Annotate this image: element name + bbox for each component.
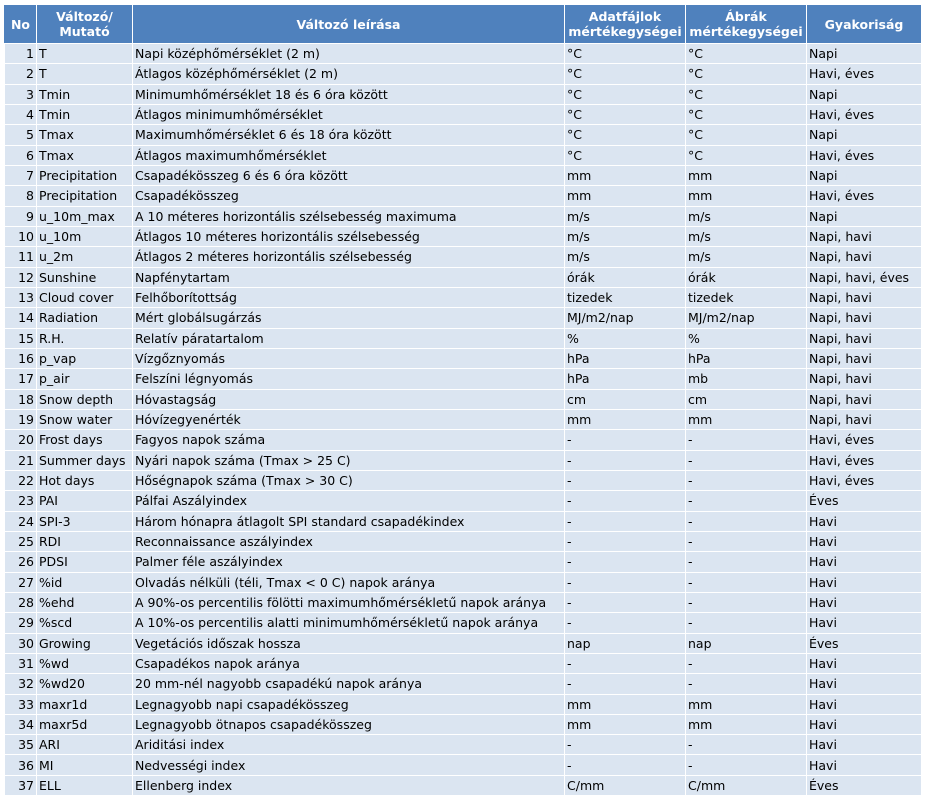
cell-file-units: - (565, 511, 686, 531)
cell-variable: Snow water (37, 409, 133, 429)
cell-figure-units: - (686, 552, 807, 572)
cell-figure-units: - (686, 511, 807, 531)
cell-no: 17 (5, 369, 37, 389)
cell-description: Nedvességi index (133, 755, 565, 775)
cell-description: Átlagos minimumhőmérséklet (133, 104, 565, 124)
cell-file-units: - (565, 735, 686, 755)
cell-frequency: Napi, havi (807, 287, 922, 307)
cell-variable: Summer days (37, 450, 133, 470)
cell-description: Pálfai Aszályindex (133, 491, 565, 511)
cell-description: Legnagyobb napi csapadékösszeg (133, 694, 565, 714)
table-row (5, 613, 922, 633)
cell-variable: Precipitation (37, 165, 133, 185)
cell-frequency: Napi, havi (807, 369, 922, 389)
cell-figure-units: cm (686, 389, 807, 409)
cell-figure-units: nap (686, 633, 807, 653)
cell-no: 25 (5, 531, 37, 551)
cell-description: Átlagos maximumhőmérséklet (133, 145, 565, 165)
cell-variable: ARI (37, 735, 133, 755)
cell-file-units: - (565, 674, 686, 694)
cell-description: Felszíni légnyomás (133, 369, 565, 389)
cell-file-units: mm (565, 409, 686, 429)
table-row (5, 694, 922, 714)
cell-figure-units: - (686, 470, 807, 490)
cell-frequency: Havi (807, 653, 922, 673)
table-row (5, 470, 922, 490)
cell-figure-units: °C (686, 104, 807, 124)
cell-frequency: Éves (807, 633, 922, 653)
cell-variable: PAI (37, 491, 133, 511)
cell-description: Átlagos középhőmérséklet (2 m) (133, 64, 565, 84)
cell-figure-units: - (686, 592, 807, 612)
cell-figure-units: órák (686, 267, 807, 287)
cell-no: 6 (5, 145, 37, 165)
cell-description: Csapadékos napok aránya (133, 653, 565, 673)
cell-description: Vízgőznyomás (133, 348, 565, 368)
cell-no: 13 (5, 287, 37, 307)
cell-variable: Sunshine (37, 267, 133, 287)
cell-no: 14 (5, 308, 37, 328)
cell-file-units: MJ/m2/nap (565, 308, 686, 328)
cell-no: 29 (5, 613, 37, 633)
cell-variable: RDI (37, 531, 133, 551)
cell-no: 2 (5, 64, 37, 84)
table-row (5, 44, 922, 64)
cell-variable: p_vap (37, 348, 133, 368)
cell-figure-units: % (686, 328, 807, 348)
cell-file-units: - (565, 430, 686, 450)
cell-frequency: Napi (807, 44, 922, 64)
table-row (5, 247, 922, 267)
cell-description: Olvadás nélküli (téli, Tmax < 0 C) napok aránya (133, 572, 565, 592)
table-row (5, 552, 922, 572)
cell-file-units: °C (565, 145, 686, 165)
cell-frequency: Havi, éves (807, 145, 922, 165)
cell-figure-units: - (686, 531, 807, 551)
cell-figure-units: C/mm (686, 775, 807, 795)
cell-description: Átlagos 2 méteres horizontális szélsebesség (133, 247, 565, 267)
cell-no: 3 (5, 84, 37, 104)
cell-file-units: °C (565, 125, 686, 145)
table-row (5, 125, 922, 145)
cell-frequency: Napi, havi (807, 409, 922, 429)
cell-no: 26 (5, 552, 37, 572)
cell-variable: u_10m_max (37, 206, 133, 226)
cell-variable: %id (37, 572, 133, 592)
header-frequency: Gyakoriság (807, 5, 922, 44)
cell-figure-units: m/s (686, 247, 807, 267)
cell-figure-units: hPa (686, 348, 807, 368)
cell-description: Mért globálsugárzás (133, 308, 565, 328)
cell-file-units: °C (565, 104, 686, 124)
cell-variable: Tmax (37, 145, 133, 165)
cell-figure-units: - (686, 613, 807, 633)
header-no: No (5, 5, 37, 44)
table-row (5, 104, 922, 124)
cell-frequency: Éves (807, 775, 922, 795)
cell-description: Palmer féle aszályindex (133, 552, 565, 572)
table-row (5, 633, 922, 653)
table-row (5, 165, 922, 185)
cell-figure-units: °C (686, 84, 807, 104)
cell-no: 18 (5, 389, 37, 409)
cell-file-units: mm (565, 714, 686, 734)
cell-file-units: tizedek (565, 287, 686, 307)
cell-frequency: Havi (807, 572, 922, 592)
cell-file-units: órák (565, 267, 686, 287)
cell-file-units: hPa (565, 369, 686, 389)
cell-no: 35 (5, 735, 37, 755)
cell-description: Napi középhőmérséklet (2 m) (133, 44, 565, 64)
cell-no: 12 (5, 267, 37, 287)
cell-no: 20 (5, 430, 37, 450)
cell-variable: MI (37, 755, 133, 775)
cell-figure-units: - (686, 450, 807, 470)
cell-figure-units: °C (686, 125, 807, 145)
cell-no: 37 (5, 775, 37, 795)
cell-file-units: mm (565, 694, 686, 714)
cell-variable: %wd20 (37, 674, 133, 694)
cell-frequency: Havi (807, 613, 922, 633)
table-row (5, 531, 922, 551)
cell-variable: maxr5d (37, 714, 133, 734)
cell-description: Csapadékösszeg (133, 186, 565, 206)
cell-figure-units: - (686, 572, 807, 592)
cell-figure-units: m/s (686, 226, 807, 246)
cell-variable: PDSI (37, 552, 133, 572)
table-header (5, 5, 922, 44)
cell-frequency: Éves (807, 491, 922, 511)
cell-no: 23 (5, 491, 37, 511)
cell-description: Hóvastagság (133, 389, 565, 409)
cell-file-units: C/mm (565, 775, 686, 795)
cell-no: 33 (5, 694, 37, 714)
cell-description: Legnagyobb ötnapos csapadékösszeg (133, 714, 565, 734)
cell-figure-units: - (686, 491, 807, 511)
cell-no: 32 (5, 674, 37, 694)
table-container (4, 4, 922, 796)
cell-frequency: Havi (807, 511, 922, 531)
cell-frequency: Napi, havi (807, 348, 922, 368)
cell-no: 16 (5, 348, 37, 368)
cell-description: Ariditási index (133, 735, 565, 755)
table-row (5, 735, 922, 755)
table-row (5, 775, 922, 795)
table-row (5, 592, 922, 612)
cell-file-units: nap (565, 633, 686, 653)
table-row (5, 389, 922, 409)
table-row (5, 450, 922, 470)
table-row (5, 491, 922, 511)
cell-file-units: cm (565, 389, 686, 409)
cell-figure-units: mm (686, 694, 807, 714)
cell-no: 8 (5, 186, 37, 206)
cell-frequency: Napi (807, 84, 922, 104)
cell-variable: u_10m (37, 226, 133, 246)
cell-frequency: Havi (807, 531, 922, 551)
cell-figure-units: mb (686, 369, 807, 389)
cell-variable: Precipitation (37, 186, 133, 206)
cell-variable: Tmin (37, 84, 133, 104)
table-row (5, 226, 922, 246)
table-row (5, 328, 922, 348)
cell-file-units: m/s (565, 206, 686, 226)
table-row (5, 674, 922, 694)
cell-file-units: m/s (565, 226, 686, 246)
cell-no: 10 (5, 226, 37, 246)
header-file-units: Adatfájlok mértékegységei (565, 5, 686, 44)
cell-no: 21 (5, 450, 37, 470)
cell-variable: p_air (37, 369, 133, 389)
cell-frequency: Havi, éves (807, 470, 922, 490)
cell-file-units: mm (565, 165, 686, 185)
cell-frequency: Napi (807, 165, 922, 185)
cell-frequency: Napi, havi (807, 389, 922, 409)
cell-description: Maximumhőmérséklet 6 és 18 óra között (133, 125, 565, 145)
cell-frequency: Havi, éves (807, 64, 922, 84)
cell-frequency: Havi, éves (807, 430, 922, 450)
table-row (5, 287, 922, 307)
cell-figure-units: - (686, 653, 807, 673)
cell-frequency: Havi (807, 674, 922, 694)
cell-figure-units: m/s (686, 206, 807, 226)
cell-file-units: - (565, 613, 686, 633)
cell-file-units: °C (565, 44, 686, 64)
cell-variable: %ehd (37, 592, 133, 612)
table-row (5, 84, 922, 104)
cell-frequency: Napi, havi (807, 226, 922, 246)
cell-file-units: mm (565, 186, 686, 206)
cell-variable: SPI-3 (37, 511, 133, 531)
cell-no: 22 (5, 470, 37, 490)
cell-file-units: m/s (565, 247, 686, 267)
cell-variable: Snow depth (37, 389, 133, 409)
cell-figure-units: °C (686, 145, 807, 165)
cell-variable: R.H. (37, 328, 133, 348)
cell-figure-units: - (686, 674, 807, 694)
cell-frequency: Havi (807, 694, 922, 714)
cell-variable: maxr1d (37, 694, 133, 714)
cell-frequency: Havi, éves (807, 104, 922, 124)
cell-description: A 10 méteres horizontális szélsebesség maximuma (133, 206, 565, 226)
cell-description: A 10%-os percentilis alatti minimumhőmérsékletű napok aránya (133, 613, 565, 633)
cell-figure-units: °C (686, 44, 807, 64)
table-row (5, 145, 922, 165)
cell-variable: Hot days (37, 470, 133, 490)
cell-file-units: - (565, 755, 686, 775)
cell-file-units: - (565, 552, 686, 572)
cell-description: Felhőborítottság (133, 287, 565, 307)
cell-no: 15 (5, 328, 37, 348)
table-row (5, 409, 922, 429)
cell-figure-units: °C (686, 64, 807, 84)
cell-frequency: Havi (807, 755, 922, 775)
cell-no: 28 (5, 592, 37, 612)
header-row (5, 5, 922, 44)
cell-variable: T (37, 64, 133, 84)
table-row (5, 369, 922, 389)
cell-no: 7 (5, 165, 37, 185)
cell-description: Vegetációs időszak hossza (133, 633, 565, 653)
cell-figure-units: mm (686, 409, 807, 429)
cell-file-units: - (565, 531, 686, 551)
cell-file-units: - (565, 450, 686, 470)
cell-description: 20 mm-nél nagyobb csapadékú napok aránya (133, 674, 565, 694)
cell-description: Hőségnapok száma (Tmax > 30 C) (133, 470, 565, 490)
cell-file-units: - (565, 653, 686, 673)
cell-description: Csapadékösszeg 6 és 6 óra között (133, 165, 565, 185)
cell-frequency: Havi (807, 592, 922, 612)
cell-figure-units: - (686, 430, 807, 450)
cell-no: 4 (5, 104, 37, 124)
cell-description: A 90%-os percentilis fölötti maximumhőmérsékletű napok aránya (133, 592, 565, 612)
cell-figure-units: - (686, 735, 807, 755)
cell-figure-units: MJ/m2/nap (686, 308, 807, 328)
cell-no: 30 (5, 633, 37, 653)
cell-file-units: °C (565, 84, 686, 104)
table-body (5, 44, 922, 796)
table-row (5, 206, 922, 226)
table-row (5, 755, 922, 775)
table-row (5, 308, 922, 328)
cell-frequency: Havi (807, 552, 922, 572)
cell-description: Reconnaissance aszályindex (133, 531, 565, 551)
cell-no: 11 (5, 247, 37, 267)
table-row (5, 511, 922, 531)
cell-description: Hóvízegyenérték (133, 409, 565, 429)
cell-figure-units: mm (686, 186, 807, 206)
cell-frequency: Havi, éves (807, 186, 922, 206)
cell-variable: %scd (37, 613, 133, 633)
cell-file-units: - (565, 592, 686, 612)
table-row (5, 653, 922, 673)
cell-variable: Growing (37, 633, 133, 653)
cell-figure-units: tizedek (686, 287, 807, 307)
cell-description: Nyári napok száma (Tmax > 25 C) (133, 450, 565, 470)
table-row (5, 714, 922, 734)
cell-frequency: Havi (807, 735, 922, 755)
cell-variable: ELL (37, 775, 133, 795)
cell-description: Napfénytartam (133, 267, 565, 287)
cell-file-units: - (565, 572, 686, 592)
cell-variable: Tmax (37, 125, 133, 145)
table-row (5, 64, 922, 84)
cell-variable: Tmin (37, 104, 133, 124)
cell-description: Fagyos napok száma (133, 430, 565, 450)
cell-variable: Cloud cover (37, 287, 133, 307)
cell-description: Átlagos 10 méteres horizontális szélsebesség (133, 226, 565, 246)
cell-variable: %wd (37, 653, 133, 673)
cell-figure-units: mm (686, 714, 807, 734)
table-row (5, 267, 922, 287)
cell-frequency: Napi, havi, éves (807, 267, 922, 287)
cell-frequency: Havi, éves (807, 450, 922, 470)
cell-no: 9 (5, 206, 37, 226)
cell-file-units: hPa (565, 348, 686, 368)
cell-no: 1 (5, 44, 37, 64)
cell-description: Relatív páratartalom (133, 328, 565, 348)
cell-no: 36 (5, 755, 37, 775)
cell-no: 19 (5, 409, 37, 429)
cell-frequency: Napi, havi (807, 308, 922, 328)
cell-file-units: % (565, 328, 686, 348)
cell-file-units: °C (565, 64, 686, 84)
cell-variable: u_2m (37, 247, 133, 267)
cell-frequency: Napi, havi (807, 328, 922, 348)
cell-no: 24 (5, 511, 37, 531)
table-row (5, 430, 922, 450)
table-row (5, 186, 922, 206)
variables-table (4, 4, 922, 796)
cell-frequency: Napi (807, 206, 922, 226)
cell-frequency: Havi (807, 714, 922, 734)
cell-variable: Radiation (37, 308, 133, 328)
cell-variable: T (37, 44, 133, 64)
cell-no: 34 (5, 714, 37, 734)
cell-variable: Frost days (37, 430, 133, 450)
cell-description: Ellenberg index (133, 775, 565, 795)
header-variable: Változó/ Mutató (37, 5, 133, 44)
cell-no: 5 (5, 125, 37, 145)
cell-figure-units: - (686, 755, 807, 775)
cell-description: Minimumhőmérséklet 18 és 6 óra között (133, 84, 565, 104)
cell-no: 31 (5, 653, 37, 673)
cell-file-units: - (565, 470, 686, 490)
cell-description: Három hónapra átlagolt SPI standard csapadékindex (133, 511, 565, 531)
cell-frequency: Napi (807, 125, 922, 145)
cell-no: 27 (5, 572, 37, 592)
header-figure-units: Ábrák mértékegységei (686, 5, 807, 44)
table-row (5, 572, 922, 592)
table-row (5, 348, 922, 368)
header-description: Változó leírása (133, 5, 565, 44)
cell-file-units: - (565, 491, 686, 511)
cell-figure-units: mm (686, 165, 807, 185)
cell-frequency: Napi, havi (807, 247, 922, 267)
